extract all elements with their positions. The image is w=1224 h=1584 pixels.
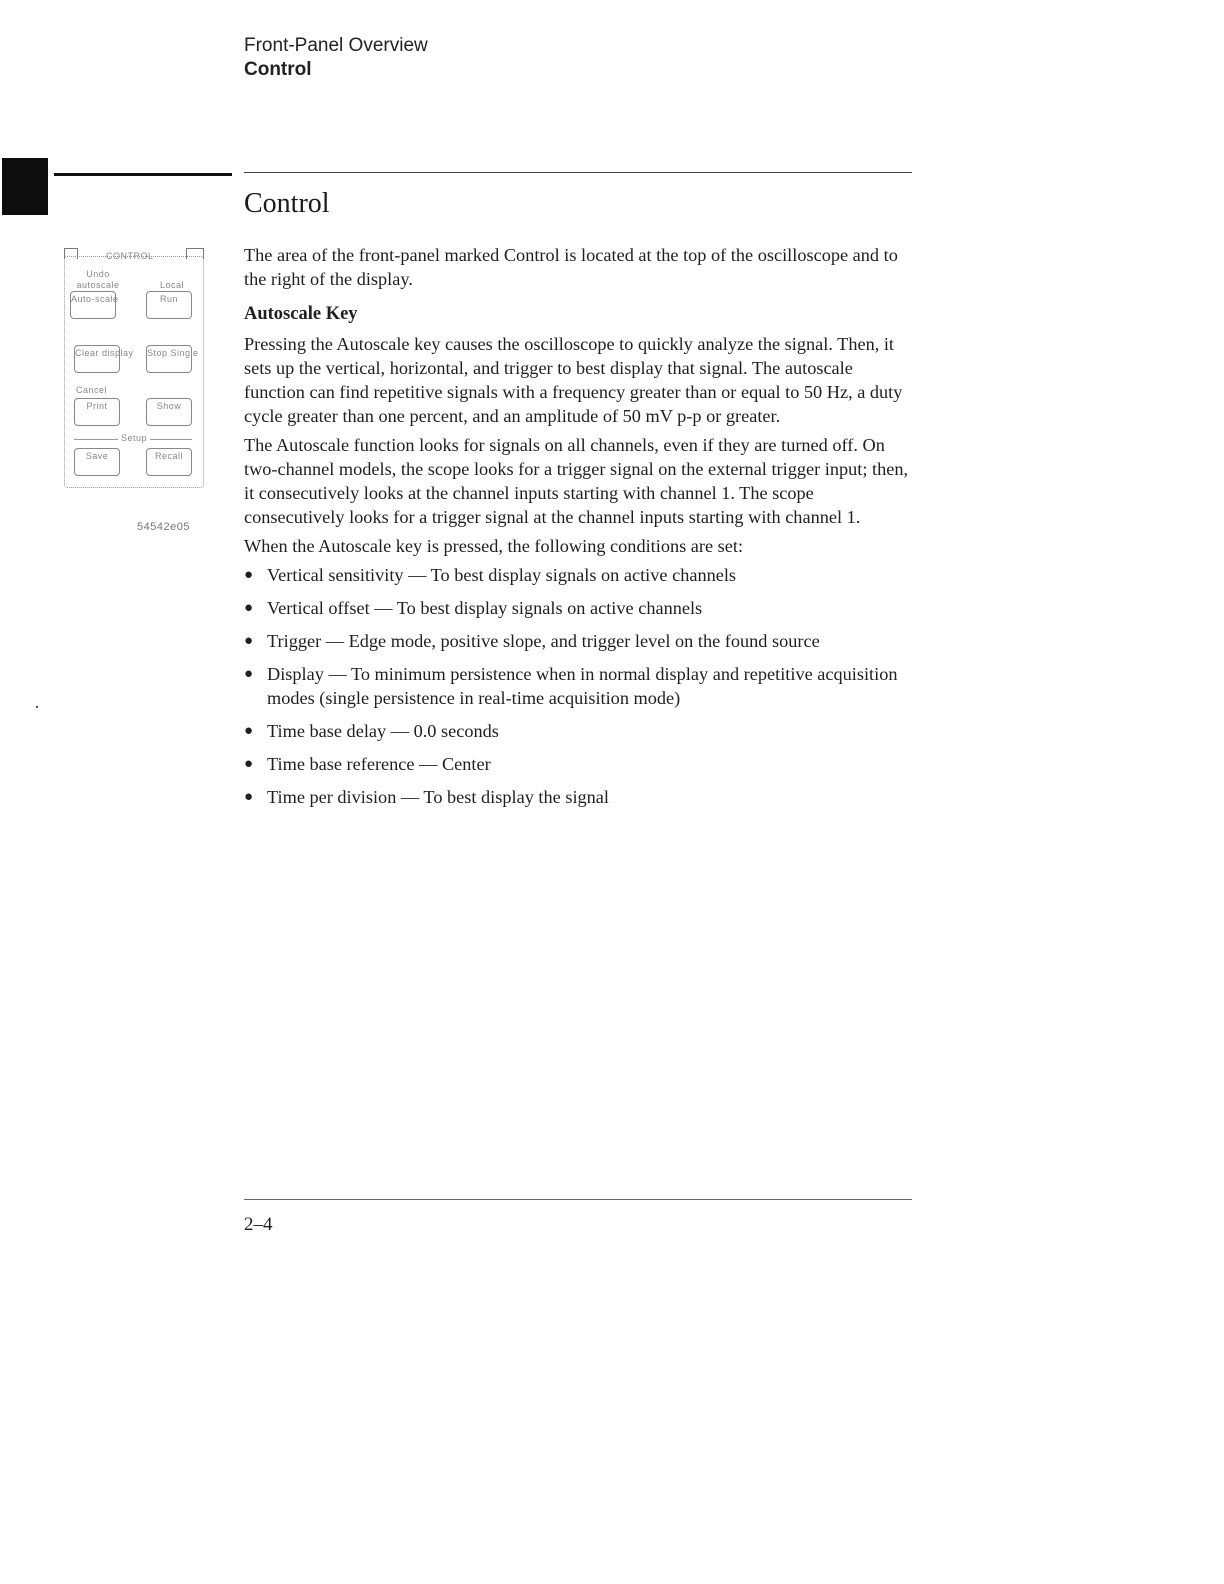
figure-id: 54542e05: [137, 521, 190, 533]
list-item: [244, 662, 912, 710]
bullet-icon: ●: [244, 600, 254, 616]
footer-rule: [244, 1199, 912, 1200]
condition-text: Time base delay — 0.0 seconds: [267, 721, 499, 741]
autoscale-key-heading: Autoscale Key: [244, 304, 358, 324]
control-panel-figure: [60, 248, 206, 490]
condition-text: Time per division — To best display the signal: [267, 787, 609, 807]
section-top-rule: [244, 172, 912, 173]
margin-speck: [36, 706, 38, 708]
label-setup: Setup: [118, 433, 150, 443]
list-item: [244, 752, 912, 776]
condition-text: Vertical offset — To best display signals on active channels: [267, 598, 703, 618]
list-item: [244, 629, 912, 653]
intro-paragraph: The area of the front-panel marked Control is located at the top of the oscilloscope and to the right of the display.: [244, 245, 898, 289]
autoscale-paragraph: When the Autoscale key is pressed, the following conditions are set:: [244, 536, 744, 556]
autoscale-key: Auto-scale: [70, 291, 116, 319]
autoscale-conditions-list: [244, 563, 912, 809]
label-cancel: Cancel: [76, 385, 108, 395]
autoscale-paragraph: Pressing the Autoscale key causes the oscilloscope to quickly analyze the signal. Then, it sets up the vertical, horizontal, and trigger to best display that signal. The autoscale function can find repetitive signals with a frequency greater than or equal to 50 Hz, a duty cycle greater than one percent, and an amplitude of 50 mV p-p or greater.: [244, 334, 903, 426]
running-head-section: Control: [244, 59, 312, 80]
bullet-icon: ●: [244, 756, 254, 772]
panel-title: CONTROL: [106, 251, 154, 261]
save-key: Save: [74, 448, 120, 476]
label-local: Local: [160, 280, 185, 290]
clear-display-key: Clear display: [74, 345, 120, 373]
list-item: [244, 785, 912, 809]
left-margin-rule: [54, 173, 232, 176]
bullet-icon: ●: [244, 567, 254, 583]
bullet-icon: ●: [244, 789, 254, 805]
condition-text: Trigger — Edge mode, positive slope, and trigger level on the found source: [267, 631, 820, 651]
panel-bracket-left: [64, 248, 78, 259]
condition-text: Display — To minimum persistence when in normal display and repetitive acquisition modes (single persistence in real-time acquisition mode): [267, 664, 898, 708]
bullet-icon: ●: [244, 666, 254, 682]
stop-single-key: Stop Single: [146, 345, 192, 373]
bullet-icon: ●: [244, 723, 254, 739]
run-key: Run: [146, 291, 192, 319]
list-item: [244, 596, 912, 620]
condition-text: Vertical sensitivity — To best display signals on active channels: [267, 565, 737, 585]
panel-bracket-right: [186, 248, 204, 259]
body-text: [244, 243, 912, 818]
list-item: [244, 563, 912, 587]
chapter-tab-marker: [2, 158, 48, 215]
print-key: Print: [74, 398, 120, 426]
page-number: 2–4: [244, 1214, 273, 1235]
list-item: [244, 719, 912, 743]
running-head: [244, 34, 428, 82]
section-heading: Control: [244, 188, 330, 219]
bullet-icon: ●: [244, 633, 254, 649]
show-key: Show: [146, 398, 192, 426]
running-head-chapter: Front-Panel Overview: [244, 35, 428, 56]
label-undo-autoscale: Undo autoscale: [76, 269, 120, 290]
autoscale-paragraph: The Autoscale function looks for signals on all channels, even if they are turned off. On two-channel models, the scope looks for a trigger signal on the external trigger input; then, it consecutively looks at the channel inputs starting with channel 1. The scope consecutively looks for a trigger signal at the channel inputs starting with channel 1.: [244, 435, 909, 527]
recall-key: Recall: [146, 448, 192, 476]
condition-text: Time base reference — Center: [267, 754, 491, 774]
